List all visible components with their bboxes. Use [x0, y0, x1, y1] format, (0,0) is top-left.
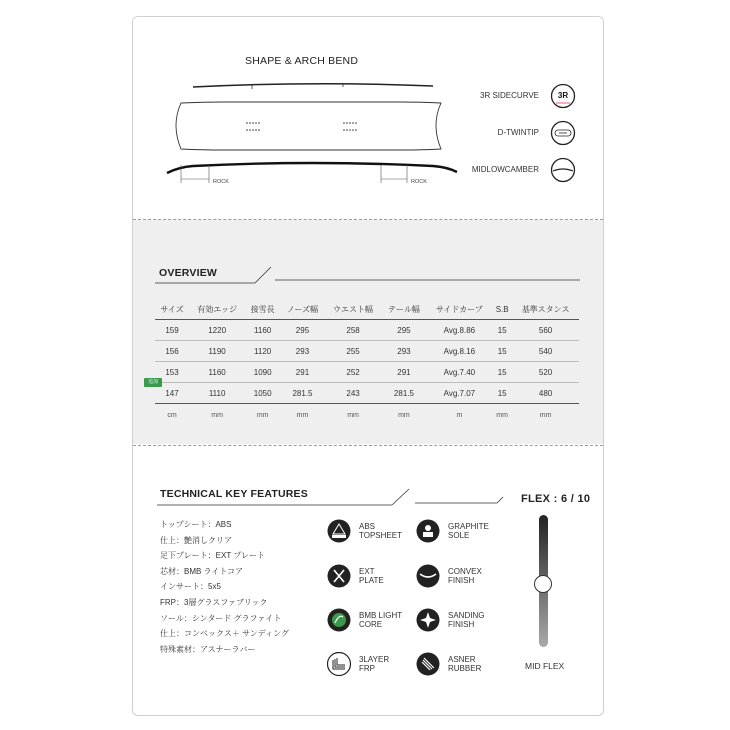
kf-label-frp: 3LAYER FRP	[359, 655, 390, 673]
shape-title: SHAPE & ARCH BEND	[245, 55, 359, 67]
table-cell: Avg.7.40	[427, 362, 493, 383]
feature-label-twintip: D-TWINTIP	[497, 128, 539, 137]
table-header: S.B	[492, 299, 512, 320]
kf-label-bmb: BMB LIGHT CORE	[359, 611, 403, 629]
arch-line-top	[193, 84, 433, 87]
spec-item: FRP：3層グラスファブリック	[160, 597, 268, 607]
spec-table	[155, 299, 579, 426]
overview-title-rule	[155, 265, 585, 287]
table-cell: Avg.8.86	[427, 320, 493, 341]
kf-label-ext: EXT PLATE	[359, 567, 384, 585]
flex-label: MID FLEX	[525, 661, 565, 671]
spec-item: 仕上：コンベックス＋ サンディング	[160, 629, 289, 639]
table-cell: 156	[155, 341, 189, 362]
table-cell: 252	[325, 362, 381, 383]
sidecurve-3r-icon	[550, 83, 576, 109]
table-cell: 15	[492, 320, 512, 341]
board-diagram	[133, 17, 463, 217]
table-cell: 520	[512, 362, 579, 383]
rock-label-right: ROCK	[411, 179, 427, 185]
table-row	[155, 341, 579, 362]
table-header: 基準スタンス	[512, 299, 579, 320]
rock-label-left: ROCK	[213, 179, 229, 185]
table-cell: 1110	[189, 383, 245, 404]
sanding-finish-icon	[416, 608, 440, 632]
table-cell: 1090	[245, 362, 280, 383]
unit-cell: mm	[347, 411, 359, 419]
table-cell: 293	[280, 341, 325, 362]
asner-rubber-icon	[416, 652, 440, 676]
table-header: テール幅	[381, 299, 426, 320]
spec-item: インサート：5x5	[160, 582, 221, 592]
unit-cell: mm	[256, 411, 269, 419]
table-cell: 1160	[189, 362, 245, 383]
spec-item: 仕上：艶消しクリア	[160, 535, 232, 545]
table-header: 有効エッジ	[189, 299, 245, 320]
spec-list	[160, 517, 289, 657]
kf-label-sanding: SANDING FINISH	[448, 611, 485, 629]
table-header: ノーズ幅	[280, 299, 325, 320]
ext-plate-icon	[327, 564, 351, 588]
table-cell: 15	[492, 362, 512, 383]
new-size-badge: 追加	[144, 378, 162, 387]
table-cell: 255	[325, 341, 381, 362]
shape-section	[133, 17, 603, 217]
spec-item: 特殊素材：アスナーラバー	[160, 644, 256, 654]
technical-title-rule	[157, 487, 507, 509]
board-outline	[176, 102, 441, 150]
table-cell: 540	[512, 341, 579, 362]
bmb-core-icon	[327, 608, 351, 632]
table-header: サイドカーブ	[427, 299, 493, 320]
feature-label-sidecurve: 3R SIDECURVE	[480, 91, 539, 100]
table-cell: 281.5	[280, 383, 325, 404]
table-cell: 295	[381, 320, 426, 341]
unit-cell: mm	[296, 411, 309, 419]
abs-topsheet-icon	[327, 519, 351, 543]
table-cell: 295	[280, 320, 325, 341]
unit-cell: mm	[211, 411, 223, 419]
table-units-row	[155, 404, 579, 427]
flex-title: FLEX : 6 / 10	[521, 493, 591, 505]
table-cell: 1190	[189, 341, 245, 362]
table-cell: 153	[155, 362, 189, 383]
kf-label-graphite: GRAPHITE SOLE	[448, 522, 489, 540]
table-header: サイズ	[155, 299, 189, 320]
flex-gauge-knob	[534, 575, 552, 593]
table-cell: Avg.7.07	[427, 383, 493, 404]
table-cell: 159	[155, 320, 189, 341]
table-cell: 480	[512, 383, 579, 404]
table-header: 接雪長	[245, 299, 280, 320]
overview-title: OVERVIEW	[159, 267, 218, 279]
unit-cell: cm	[167, 411, 177, 419]
graphite-sole-icon	[416, 519, 440, 543]
technical-title: TECHNICAL KEY FEATURES	[160, 488, 308, 500]
table-cell: Avg.8.16	[427, 341, 493, 362]
table-cell: 15	[492, 383, 512, 404]
kf-label-abs: ABS TOPSHEET	[359, 522, 402, 540]
table-row	[155, 362, 579, 383]
unit-cell: mm	[539, 411, 552, 419]
spec-item: 芯材：BMB ライトコア	[160, 566, 243, 576]
divider-dashed-2	[133, 445, 603, 446]
camber-icon	[550, 157, 576, 183]
table-cell: 243	[325, 383, 381, 404]
table-row	[155, 383, 579, 404]
table-cell: 291	[381, 362, 426, 383]
table-row	[155, 320, 579, 341]
table-cell: 1220	[189, 320, 245, 341]
unit-cell: mm	[496, 411, 508, 419]
kf-label-convex: CONVEX FINISH	[448, 567, 482, 585]
table-header-row	[155, 299, 579, 320]
table-cell: 147	[155, 383, 189, 404]
twintip-icon	[550, 120, 576, 146]
table-cell: 1050	[245, 383, 280, 404]
spec-item: ソール：シンタード グラファイト	[160, 613, 282, 623]
unit-cell: mm	[398, 411, 410, 419]
spec-card	[132, 16, 604, 716]
table-cell: 1120	[245, 341, 280, 362]
camber-profile	[167, 163, 457, 173]
feature-label-camber: MIDLOWCAMBER	[471, 165, 539, 174]
table-cell: 281.5	[381, 383, 426, 404]
table-cell: 258	[325, 320, 381, 341]
table-cell: 1160	[245, 320, 280, 341]
spec-item: 足下プレート：EXT プレート	[160, 551, 265, 561]
convex-finish-icon	[416, 564, 440, 588]
sidecurve-icon-text: 3R	[557, 91, 569, 100]
spec-item: トップシート：ABS	[160, 520, 232, 529]
unit-cell: m	[456, 411, 463, 419]
table-cell: 293	[381, 341, 426, 362]
table-cell: 560	[512, 320, 579, 341]
kf-label-asner: ASNER RUBBER	[448, 655, 482, 673]
table-cell: 291	[280, 362, 325, 383]
table-cell: 15	[492, 341, 512, 362]
table-header: ウエスト幅	[325, 299, 381, 320]
frp-layer-icon	[327, 652, 351, 676]
